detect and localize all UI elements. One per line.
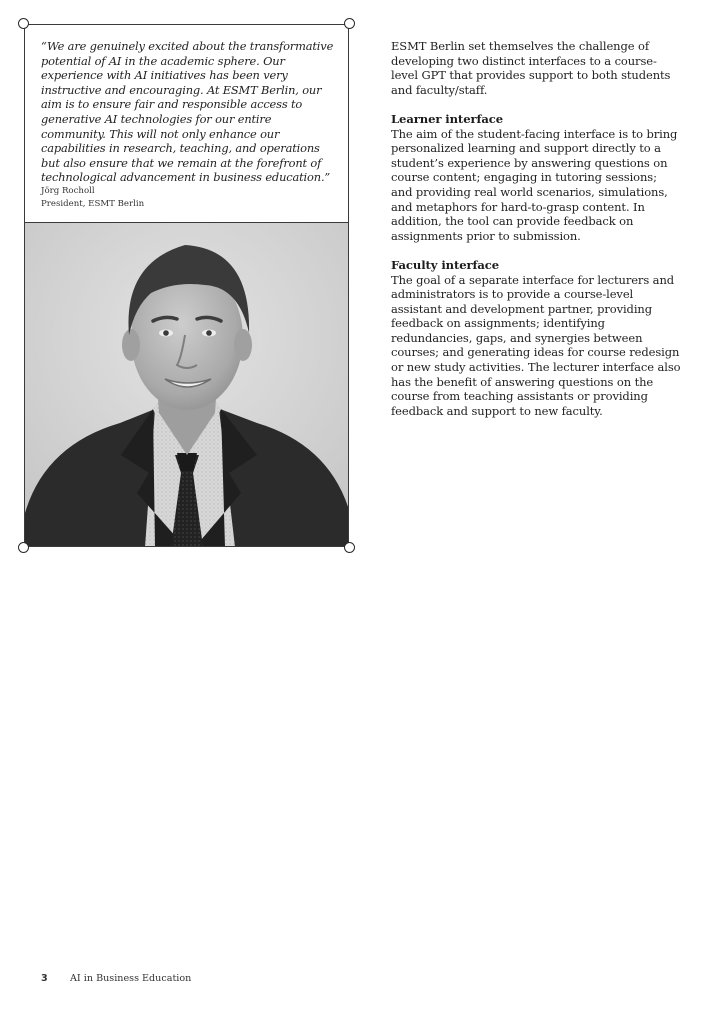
quote-text: “We are genuinely excited about the transformative potential of AI in the academic sphere. Our experience with AI initiatives has been very instructive and encouraging. At ESMT Berlin, our aim is to ensure fair and responsible access to generative AI technologies for our entire community. This will not only enhance our capabilities in research, teaching, and operations but also ensure that we remain at the forefront of technological advancement in business education.” (41, 39, 334, 185)
document-title: AI in Business Education (70, 973, 192, 984)
corner-handle-icon (18, 542, 29, 553)
corner-handle-icon (344, 542, 355, 553)
learner-paragraph: The aim of the student-facing interface is to bring personalized learning and support directly to a student’s experience by answering questions on course content; engaging in tutoring sessions; and providing real world scenarios, simulations, and metaphors for hard-to-grasp content. In addition, the tool can provide feedback on assignments prior to submission. (391, 126, 678, 243)
quote-attribution (41, 185, 144, 210)
author-name: Jörg Rocholl (41, 186, 95, 196)
faculty-heading: Faculty interface (391, 257, 500, 272)
intro-paragraph: ESMT Berlin set themselves the challenge of developing two distinct interfaces to a course-level GPT that provides support to both students and faculty/staff. (391, 39, 671, 97)
author-title: President, ESMT Berlin (41, 198, 145, 209)
corner-handle-icon (344, 18, 355, 29)
page-number: 3 (41, 973, 48, 984)
body-column (391, 39, 681, 418)
portrait-photo (25, 222, 348, 546)
page-footer (41, 973, 191, 984)
faculty-paragraph: The goal of a separate interface for lecturers and administrators is to provide a course-level assistant and development partner, providing feedback on assignments; identifying redundancies, gaps, and synergies between courses; and generating ideas for course redesign or new study activities. The lecturer interface also has the benefit of answering questions on the course from teaching assistants or providing feedback and support to new faculty. (391, 272, 681, 418)
learner-heading: Learner interface (391, 111, 504, 126)
corner-handle-icon (18, 18, 29, 29)
quote-card (24, 24, 349, 547)
